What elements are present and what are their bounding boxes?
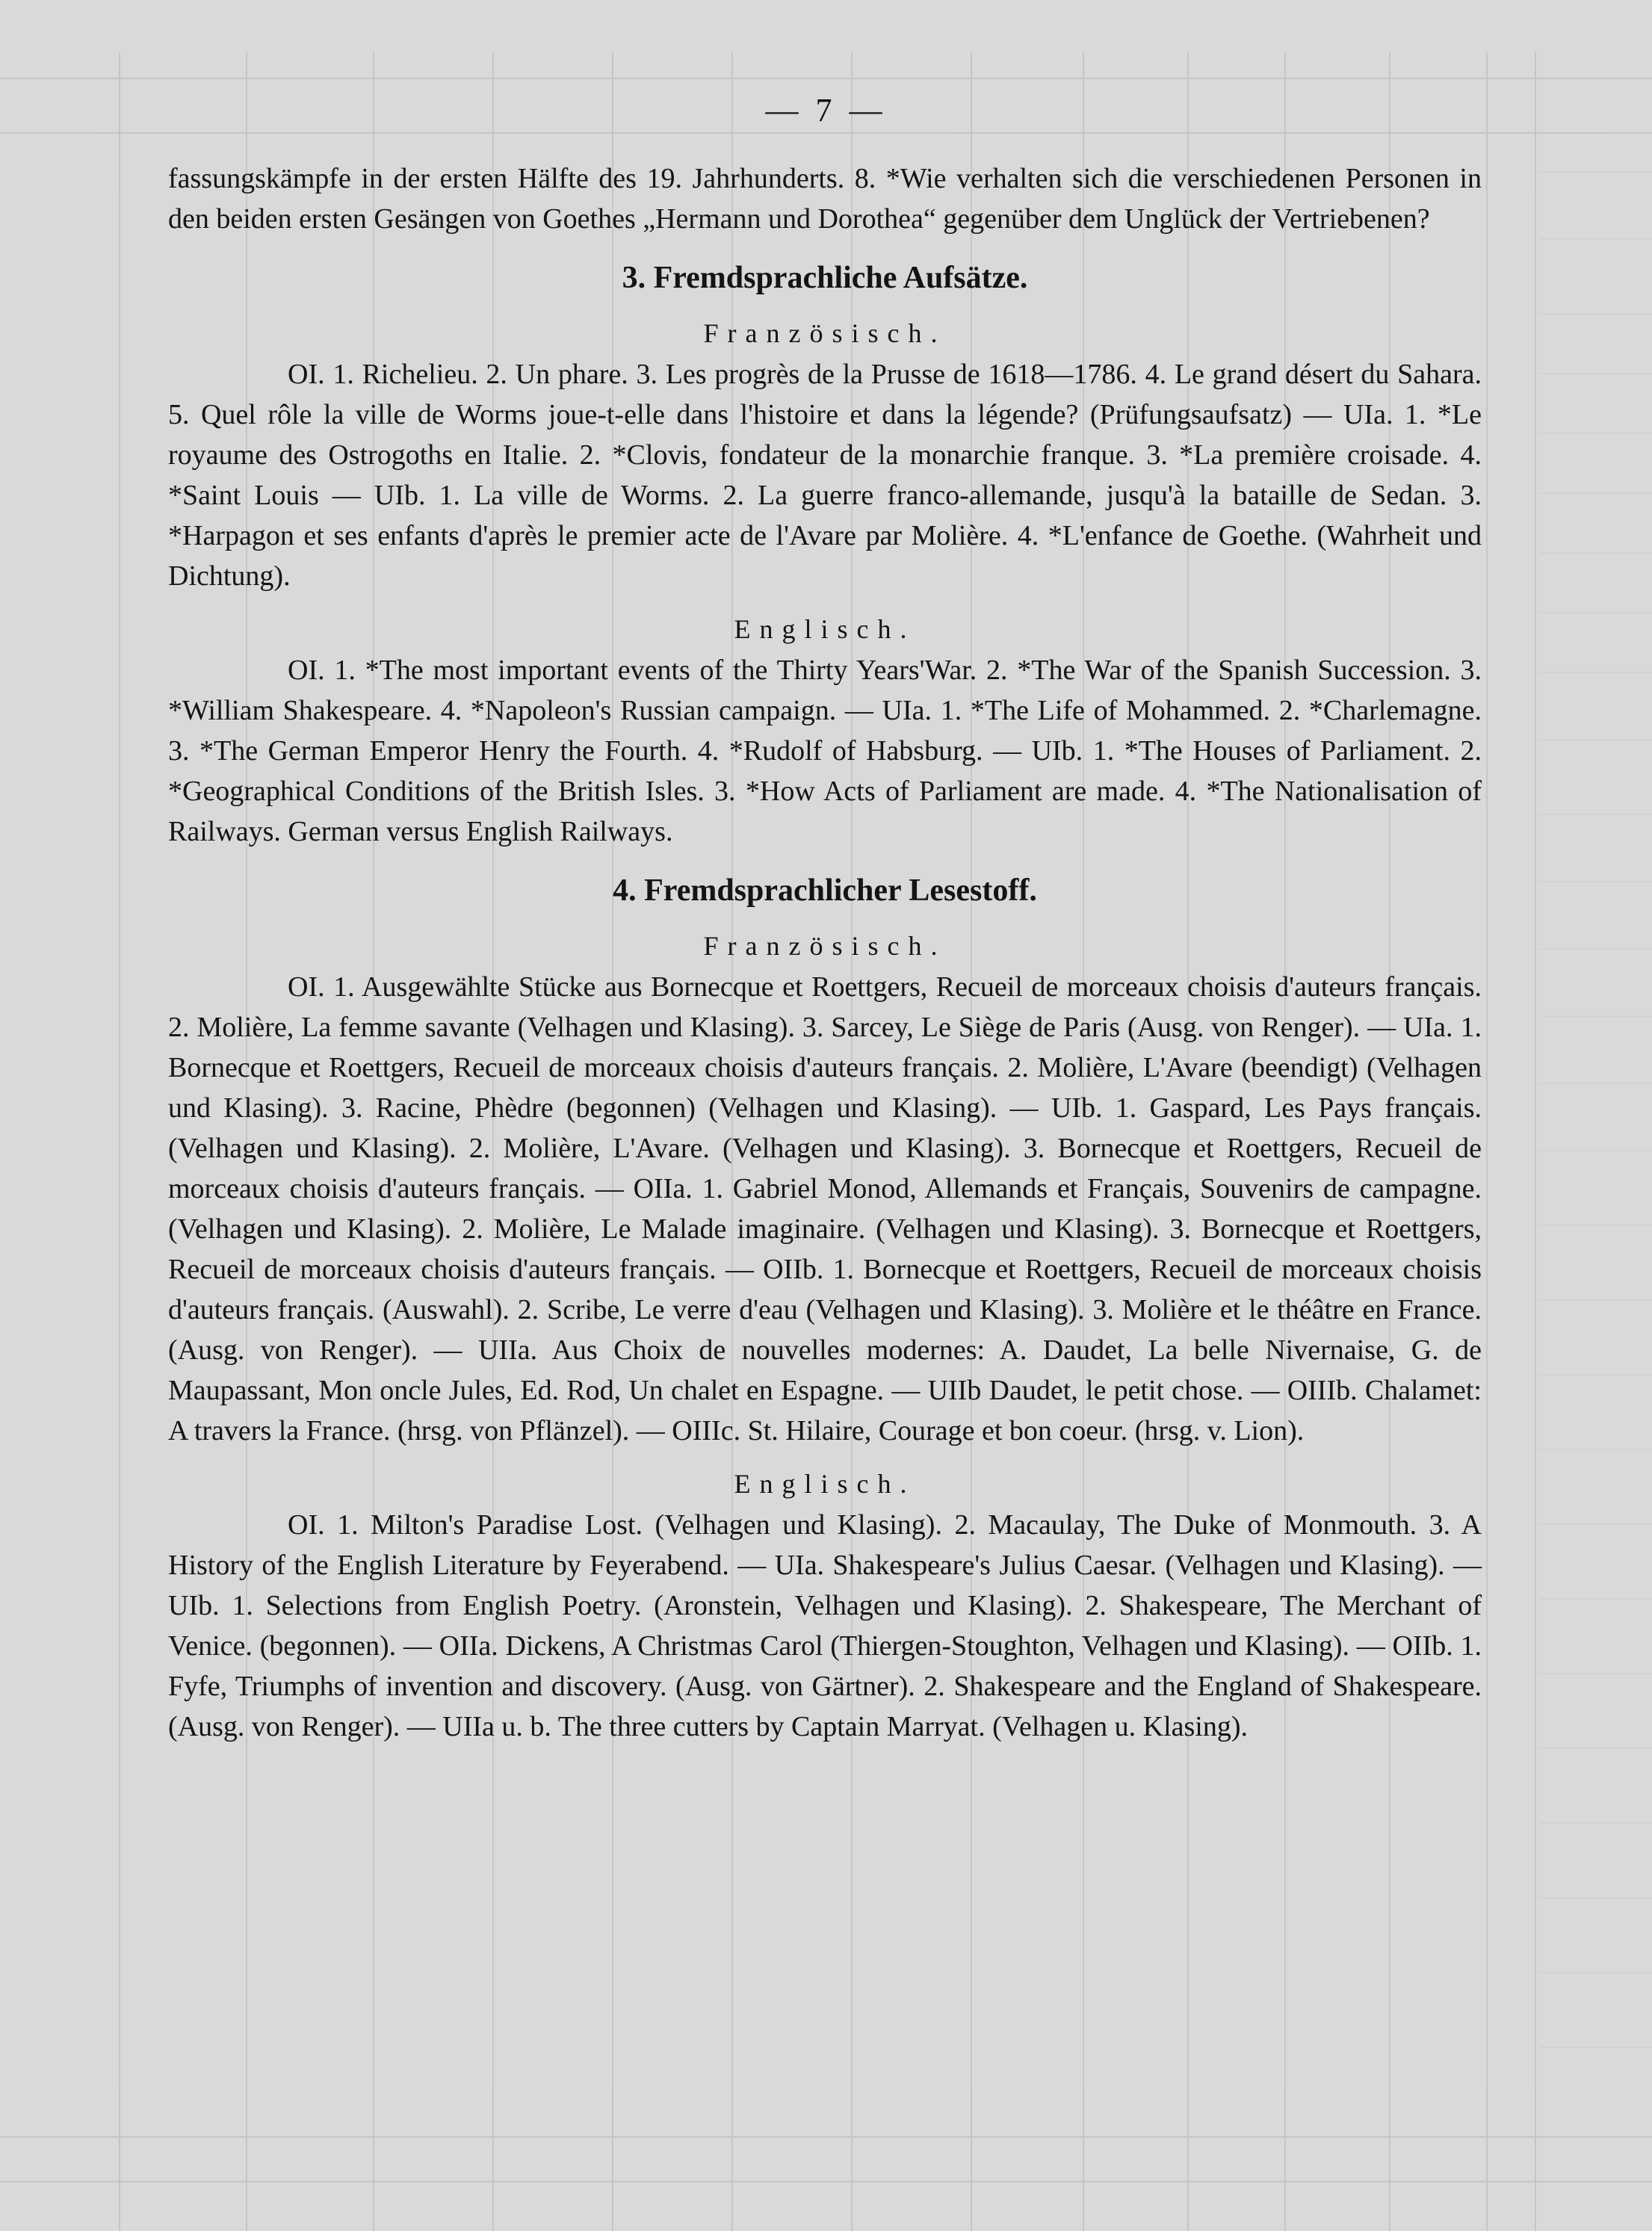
subheading-french-reading: Französisch. <box>703 931 947 961</box>
section-heading-reading: 4. Fremdsprachlicher Lesestoff. <box>613 873 1037 908</box>
subheading-french-essays: Französisch. <box>703 318 947 348</box>
subheading-english-essays: Englisch. <box>734 614 916 644</box>
paragraph-english-essays: OI. 1. *The most important events of the Thirty Years'War. 2. *The War of the Spanish Succession. 3. *William Shakespeare. 4. *Napoleon's Russian campaign. — UIa. 1. *The Life of Mohammed. 2. *Charlemagne. 3. *The German Emperor Henry the Fourth. 4. *Rudolf of Habsburg. — UIb. 1. *The Houses of Parliament. 2. *Geographical Conditions of the British Isles. 3. *How Acts of Parliament are made. 4. *The Nationalisation of Railways. German versus English Railways. <box>168 655 1482 847</box>
paragraph-english-reading: OI. 1. Milton's Paradise Lost. (Velhagen und Klasing). 2. Macaulay, The Duke of Monmouth. 3. A History of the English Literature by Feyerabend. — UIa. Shakespeare's Julius Caesar. (Velhagen und Klasing). — UIb. 1. Selections from English Poetry. (Aronstein, Velhagen und Klasing). 2. Shakespeare, The Merchant of Venice. (begonnen). — OIIa. Dickens, A Christmas Carol (Thiergen-Stoughton, Velhagen und Klasing). — OIIb. 1. Fyfe, Triumphs of invention and discovery. (Ausg. von Gärtner). 2. Shakespeare and the England of Shakespeare. (Ausg. von Renger). — UIIa u. b. The three cutters by Captain Marryat. (Velhagen u. Klasing). <box>168 1509 1482 1742</box>
continued-paragraph: fassungskämpfe in der ersten Hälfte des 19. Jahrhunderts. 8. *Wie verhalten sich die verschiedenen Personen in den beiden ersten Gesängen von Goethes „Hermann und Dorothea“ gegenüber dem Unglück der Vertriebenen? <box>168 163 1482 235</box>
page-number: — 7 — <box>765 92 887 129</box>
paragraph-french-essays: OI. 1. Richelieu. 2. Un phare. 3. Les progrès de la Prusse de 1618—1786. 4. Le grand désert du Sahara. 5. Quel rôle la ville de Worms joue-t-elle dans l'histoire et dans la légende? (Prüfungsaufsatz) — UIa. 1. *Le royaume des Ostrogoths en Italie. 2. *Clovis, fondateur de la monarchie franque. 3. *La première croisade. 4. *Saint Louis — UIb. 1. La ville de Worms. 2. La guerre franco-allemande, jusqu'à la bataille de Sedan. 3. *Harpagon et ses enfants d'après le premier acte de l'Avare par Molière. 4. *L'enfance de Goethe. (Wahrheit und Dichtung). <box>168 359 1482 592</box>
section-heading-essays: 3. Fremdsprachliche Aufsätze. <box>622 261 1028 295</box>
paragraph-french-reading: OI. 1. Ausgewählte Stücke aus Bornecque et Roettgers, Recueil de morceaux choisis d'auteurs français. 2. Molière, La femme savante (Velhagen und Klasing). 3. Sarcey, Le Siège de Paris (Ausg. von Renger). — UIa. 1. Bornecque et Roettgers, Recueil de morceaux choisis d'auteurs français. 2. Molière, L'Avare (beendigt) (Velhagen und Klasing). 3. Racine, Phèdre (begonnen) (Velhagen und Klasing). — UIb. 1. Gaspard, Les Pays français. (Velhagen und Klasing). 2. Molière, L'Avare. (Velhagen und Klasing). 3. Bornecque et Roettgers, Recueil de morceaux choisis d'auteurs français. — OIIa. 1. Gabriel Monod, Allemands et Français, Souvenirs de campagne. (Velhagen und Klasing). 2. Molière, Le Malade imaginaire. (Velhagen und Klasing). 3. Bornecque et Roettgers, Recueil de morceaux choisis d'auteurs français. — OIIb. 1. Bornecque et Roettgers, Recueil de morceaux choisis d'auteurs français. (Auswahl). 2. Scribe, Le verre d'eau (Velhagen und Klasing). 3. Molière et le théâtre en France. (Ausg. von Renger). — UIIa. Aus Choix de nouvelles modernes: A. Daudet, La belle Nivernaise, G. de Maupassant, Mon oncle Jules, Ed. Rod, Un chalet en Espagne. — UIIb Daudet, le petit chose. — OIIIb. Chalamet: A travers la France. (hrsg. von Pflänzel). — OIIIc. St. Hilaire, Courage et bon coeur. (hrsg. v. Lion). <box>168 971 1482 1446</box>
page-body <box>168 158 1482 1747</box>
subheading-english-reading: Englisch. <box>734 1469 916 1499</box>
